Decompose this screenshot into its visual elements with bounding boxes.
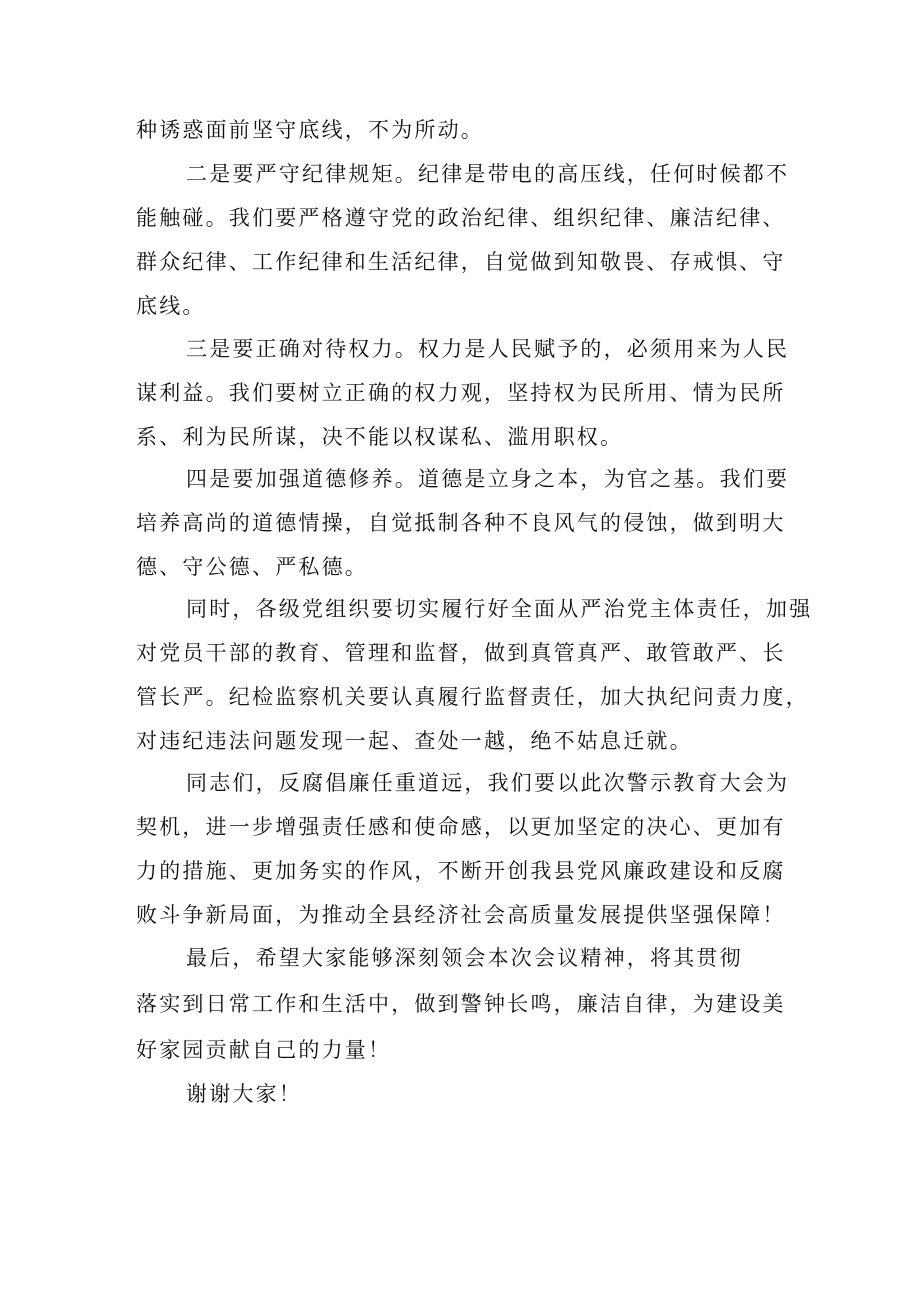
paragraph-comrades [136,761,789,937]
paragraph-power [136,327,789,459]
paragraph-continuation [136,108,484,152]
text-line: 管长严。纪检监察机关要认真履行监督责任，加大执纪问责力度， [136,685,809,709]
text-line: 培养高尚的道德情操，自觉抵制各种不良风气的侵蚀，做到明大 [136,511,786,535]
text-line: 落实到日常工作和生活中，做到警钟长鸣，廉洁自律，为建设美 [136,992,786,1016]
text-line: 同志们，反腐倡廉任重道远，我们要以此次警示教育大会为 [186,771,790,795]
text-line: 最后，希望大家能够深刻领会本次会议精神，将其贯彻 [186,946,743,970]
paragraph-responsibility [136,587,812,763]
text-line: 谋利益。我们要树立正确的权力观，坚持权为民所用、情为民所 [136,381,786,405]
text-line: 二是要严守纪律规矩。纪律是带电的高压线，任何时候都不 [186,162,790,186]
text-line: 对党员干部的教育、管理和监督，做到真管真严、敢管敢严、长 [136,641,786,665]
text-line: 谢谢大家！ [186,1082,302,1106]
text-line: 德、守公德、严私德。 [136,555,368,579]
text-line: 群众纪律、工作纪律和生活纪律，自觉做到知敬畏、存戒惧、守 [136,250,786,274]
paragraph-morality [136,457,789,589]
text-line: 力的措施、更加务实的作风，不断开创我县党风廉政建设和反腐 [136,859,786,883]
paragraph-finally [136,935,786,1073]
text-line: 同时，各级党组织要切实履行好全面从严治党主体责任，加强 [186,597,813,621]
text-line: 对违纪违法问题发现一起、查处一越，绝不姑息迁就。 [136,729,693,753]
text-line: 三是要正确对待权力。权力是人民赋予的，必须用来为人民 [186,337,790,361]
text-line: 底线。 [136,294,206,318]
paragraph-discipline [136,152,789,328]
paragraph-thanks [136,1072,302,1116]
text-line: 能触碰。我们要严格遵守党的政治纪律、组织纪律、廉洁纪律、 [136,206,786,230]
text-line: 系、利为民所谋，决不能以权谋私、滥用职权。 [136,425,624,449]
text-line: 好家园贡献自己的力量！ [136,1038,392,1062]
text-line: 四是要加强道德修养。道德是立身之本，为官之基。我们要 [186,467,790,491]
text-line: 败斗争新局面，为推动全县经济社会高质量发展提供坚强保障！ [136,903,786,927]
text-line: 种诱惑面前坚守底线，不为所动。 [136,118,484,142]
text-line: 契机，进一步增强责任感和使命感，以更加坚定的决心、更加有 [136,815,786,839]
